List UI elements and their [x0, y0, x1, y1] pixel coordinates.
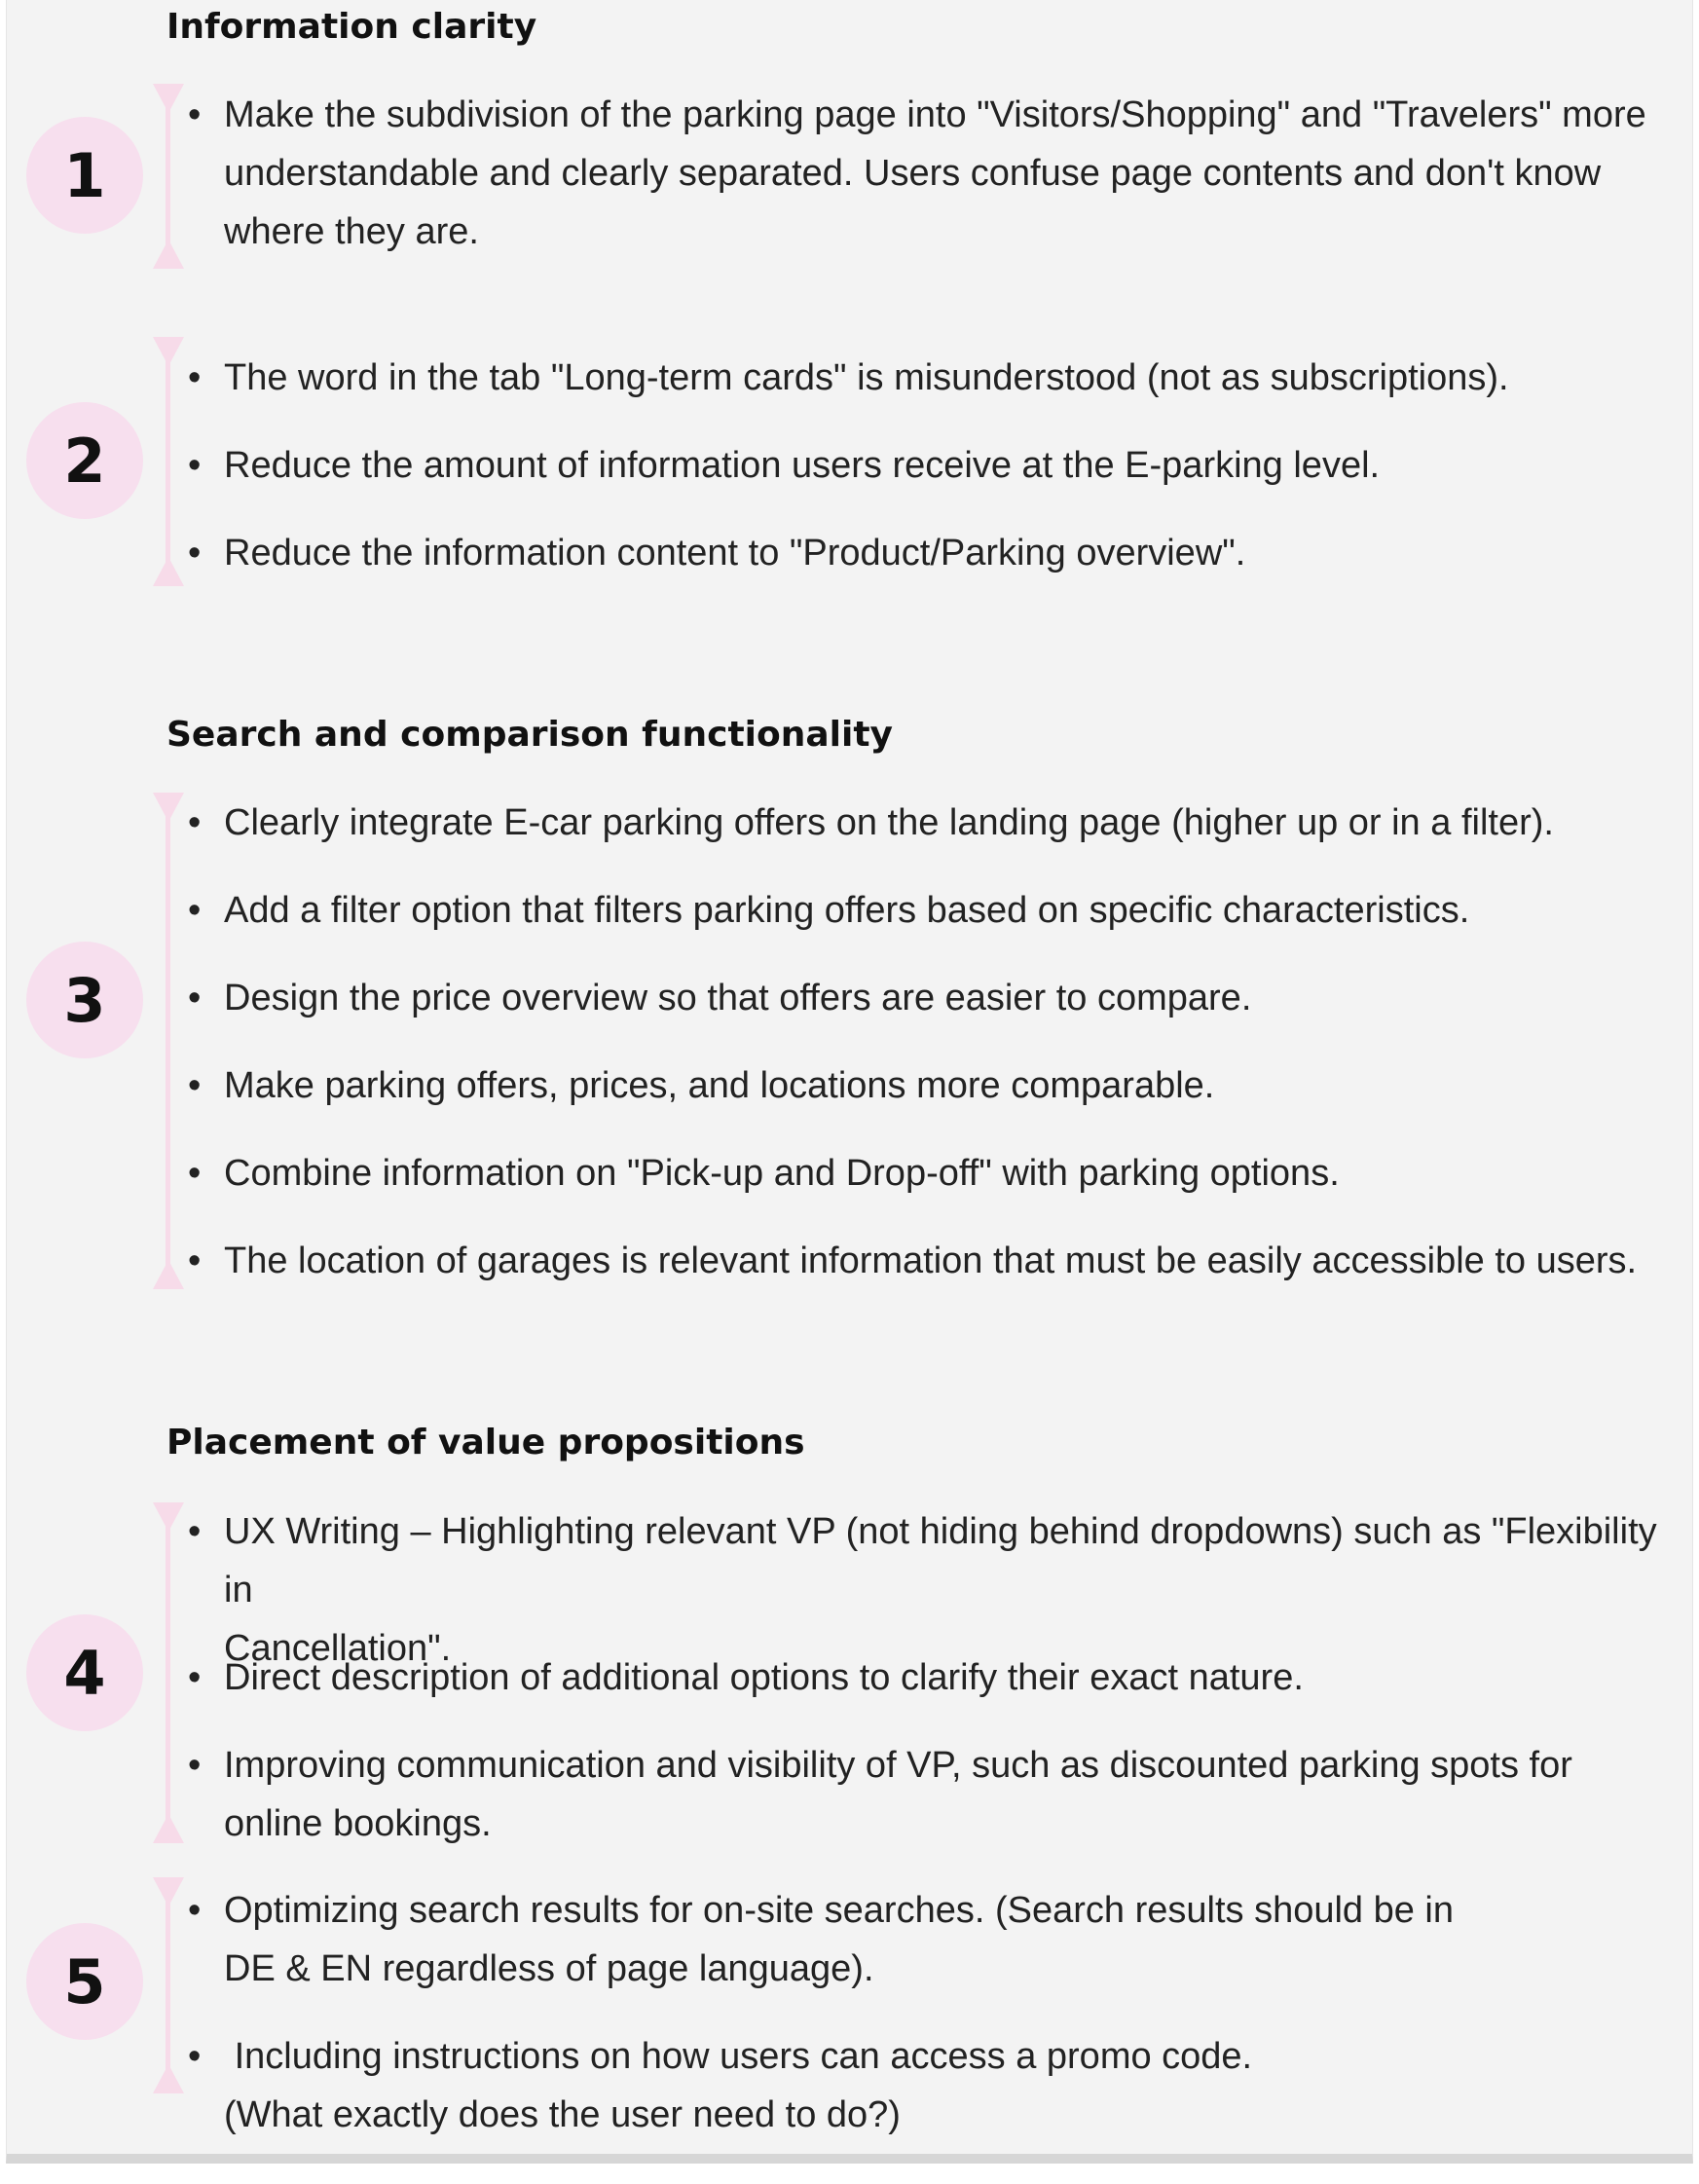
bullet-icon: • [188, 802, 202, 843]
group-1-bracket [153, 84, 184, 269]
list-item: Combine information on "Pick-up and Drop-off" with parking options. [224, 1153, 1340, 1194]
group-5-bracket [153, 1877, 184, 2093]
bullet-icon: • [188, 2036, 202, 2077]
list-item: Including instructions on how users can access a promo code. (What exactly does the user need to do?) [224, 2036, 1253, 2135]
group-2-number: 2 [26, 402, 143, 519]
group-5-number: 5 [26, 1923, 143, 2040]
group-3-bracket [153, 793, 184, 1289]
section-heading-search-comparison: Search and comparison functionality [166, 715, 893, 755]
bullet-icon: • [188, 1745, 202, 1786]
bullet-icon: • [188, 445, 202, 486]
bullet-icon: • [188, 1240, 202, 1281]
list-item: Make the subdivision of the parking page into "Visitors/Shopping" and "Travelers" more understandable and clearly separated. Users confuse page contents and don't know where they are. [224, 94, 1646, 252]
group-4-number: 4 [26, 1614, 143, 1731]
list-item: Make parking offers, prices, and locations more comparable. [224, 1065, 1215, 1106]
group-2-bracket [153, 337, 184, 586]
list-item: Improving communication and visibility of VP, such as discounted parking spots for online bookings. [224, 1745, 1572, 1844]
list-item: Design the price overview so that offers are easier to compare. [224, 978, 1252, 1018]
list-item: The word in the tab "Long-term cards" is misunderstood (not as subscriptions). [224, 357, 1509, 398]
bullet-icon: • [188, 94, 202, 135]
bullet-icon: • [188, 978, 202, 1018]
findings-card [6, 0, 1693, 2164]
bullet-icon: • [188, 890, 202, 931]
list-item: Clearly integrate E-car parking offers on the landing page (higher up or in a filter). [224, 802, 1554, 843]
section-heading-value-propositions: Placement of value propositions [166, 1423, 805, 1462]
list-item: Optimizing search results for on-site searches. (Search results should be in DE & EN regardless of page language). [224, 1890, 1454, 1989]
list-item: UX Writing – Highlighting relevant VP (not hiding behind dropdowns) such as "Flexibility in Cancellation". [224, 1511, 1657, 1669]
bullet-icon: • [188, 1153, 202, 1194]
group-4-bracket [153, 1502, 184, 1843]
list-item: The location of garages is relevant information that must be easily accessible to users. [224, 1240, 1638, 1281]
bullet-icon: • [188, 357, 202, 398]
bullet-icon: • [188, 1065, 202, 1106]
list-item: Reduce the amount of information users receive at the E-parking level. [224, 445, 1381, 486]
list-item: Direct description of additional options to clarify their exact nature. [224, 1657, 1304, 1698]
list-item: Reduce the information content to "Product/Parking overview". [224, 533, 1246, 574]
list-item: Add a filter option that filters parking offers based on specific characteristics. [224, 890, 1470, 931]
bullet-icon: • [188, 1890, 202, 1931]
bullet-icon: • [188, 1657, 202, 1698]
bullet-icon: • [188, 1511, 202, 1552]
bullet-icon: • [188, 533, 202, 574]
group-3-number: 3 [26, 942, 143, 1058]
group-1-number: 1 [26, 117, 143, 234]
section-heading-information-clarity: Information clarity [166, 7, 537, 47]
